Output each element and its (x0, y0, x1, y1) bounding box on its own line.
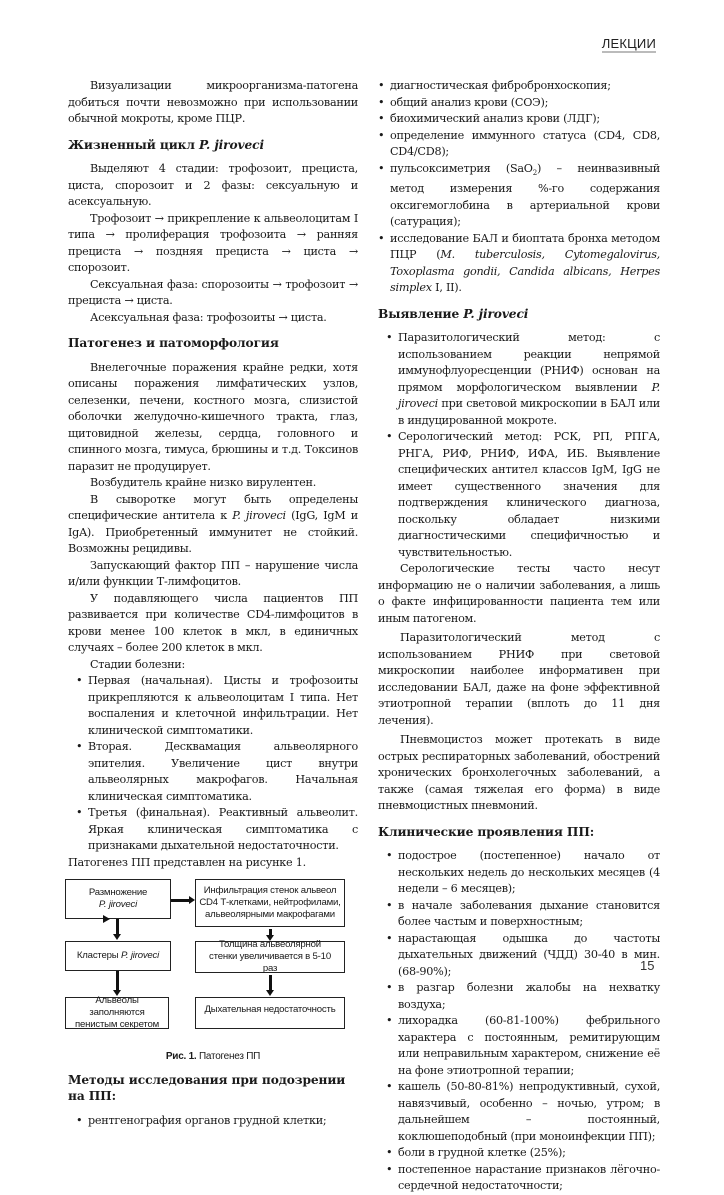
list-item: • Третья (финальная). Реактивный альвеолит. Яркая клиническая симптоматика с признаками дыхательной недостаточности. (76, 805, 358, 855)
list-item: • постепенное нарастание признаков лёгочно-сердечной недостаточности; (386, 1162, 660, 1195)
arrow-down (116, 919, 119, 935)
diagram-box-clusters: Кластеры P. jiroveci (65, 941, 171, 971)
pathogenesis-paragraph: Запускающий фактор ПП – нарушение числа и/или функции Т-лимфоцитов. (68, 558, 358, 588)
detection-paragraph: Паразитологический метод с использованием РНИФ при световой микроскопии наиболее информативен при исследовании БАЛ, даже на фоне эффективной этиотропной терапии (вплоть до 11 дня лечения). (378, 631, 660, 727)
lifecycle-paragraph: Асексуальная фаза: трофозоиты → циста. (90, 310, 327, 324)
list-item: • Вторая. Десквамация альвеолярного эпителия. Увеличение цист внутри альвеолярных макрофагов. Начальная клиническая симптоматика. (76, 739, 358, 805)
list-item: • исследование БАЛ и биоптата бронха методом ПЦР (M. tuberculosis, Cytomegalovirus, Toxoplasma gondii, Candida albicans, Herpes simplex I, II). (378, 231, 660, 297)
list-item: • боли в грудной клетке (25%); (386, 1145, 660, 1162)
lifecycle-paragraph: Выделяют 4 стадии: трофозоит, прециста, циста, спорозоит и 2 фазы: сексуальную и асексуальную. (68, 162, 358, 208)
pathogenesis-paragraph: Внелегочные поражения крайне редки, хотя описаны поражения лимфатических узлов, селезенки, печени, костного мозга, слизистой оболочки желудочно-кишечного тракта, глаз, щитовидной железы, сердца, головного и спинного мозга, тимуса, брюшины и т.д. Токсинов паразит не продуцирует. (68, 360, 358, 473)
arrow-down (116, 971, 119, 991)
pathogenesis-heading: Патогенез и патоморфология (68, 336, 279, 350)
list-item: • лихорадка (60-81-100%) фебрильного характера с постоянным, ремитирующим или неправильным характером, снижение её на фоне этиотропной терапии; (386, 1013, 660, 1079)
list-item: • в разгар болезни жалобы на нехватку воздуха; (386, 980, 660, 1013)
list-item: • Первая (начальная). Цисты и трофозоиты прикрепляются к альвеолоцитам I типа. Нет воспаления и клеточной инфильтрации. Нет клинической симптоматики. (76, 673, 358, 739)
detection-paragraph: Пневмоцистоз может протекать в виде острых респираторных заболеваний, обострений хронических бронхолегочных заболеваний, а также (самая тяжелая его форма) в виде пневмоцистных пневмоний. (378, 733, 660, 813)
lifecycle-paragraph: Трофозоит → прикрепление к альвеолоцитам I типа → пролиферация трофозоита → ранняя прециста → поздняя прециста → циста → спорозоит. (68, 211, 358, 274)
methods-heading: Методы исследования при подозрении на ПП: (68, 1072, 346, 1103)
list-item: • подострое (постепенное) начало от нескольких недель до нескольких месяцев (4 недели – 6 месяцев); (386, 848, 660, 898)
list-item: • диагностическая фибробронхоскопия; (378, 78, 660, 95)
figure-caption: Рис. 1. Патогенез ПП (165, 1051, 261, 1062)
diagram-box-wall-thickness: Толщина альвеолярной стенки увеличивается в 5-10 раз (195, 941, 345, 973)
list-item: • в начале заболевания дыхание становится более частым и поверхностным; (386, 898, 660, 931)
clinical-list (378, 848, 660, 1195)
diagram-box-reproduction: Размножение P. jiroveci (65, 879, 171, 919)
detection-heading: Выявление P. jiroveci (378, 306, 529, 321)
diagram-box-respiratory-failure: Дыхательная недостаточность (195, 997, 345, 1029)
clinical-heading: Клинические проявления ПП: (378, 824, 595, 839)
list-item: • Паразитологический метод: с использованием реакции непрямой иммунофлуоресценции (РНИФ) основан на прямом морфологическом выявлении P. jiroveci при световой микроскопии в БАЛ или в индуцированной мокроте. (386, 330, 660, 429)
methods-list-continued (378, 78, 660, 297)
detection-list (378, 330, 660, 561)
section-header: ЛЕКЦИИ (601, 36, 656, 51)
list-item: • определение иммунного статуса (CD4, CD8, CD4/CD8); (378, 128, 660, 161)
stages-list (68, 673, 358, 855)
list-item: • рентгенография органов грудной клетки; (76, 1113, 358, 1130)
pathogenesis-diagram (65, 879, 355, 1039)
pathogenesis-paragraph: Возбудитель крайне низко вирулентен. (90, 476, 317, 489)
arrow-right (171, 899, 189, 902)
stages-label: Стадии болезни: (90, 657, 186, 671)
pathogenesis-paragraph: В сыворотке могут быть определены специфические антитела к P. jiroveci (IgG, IgM и IgA). Приобретенный иммунитет не стойкий. Возможны рецидивы. (68, 492, 358, 555)
list-item: • общий анализ крови (СОЭ); (378, 95, 660, 112)
lifecycle-paragraph: Сексуальная фаза: спорозоиты → трофозоит → прециста → циста. (68, 277, 358, 307)
list-item: • нарастающая одышка до частоты дыхательных движений (ЧДД) 30-40 в мин. (68-90%); (386, 931, 660, 981)
list-item: • пульсоксиметрия (SaO$_2$) – неинвазивный метод измерения %-го содержания оксигемоглобина в артериальной крови (сатурация); (378, 161, 660, 231)
page-number: 15 (640, 958, 655, 973)
intro-paragraph: Визуализации микроорганизма-патогена добиться почти невозможно при использовании обычной мокроты, кроме ПЦР. (68, 79, 358, 125)
left-column (68, 78, 358, 1129)
diagram-box-infiltration: Инфильтрация стенок альвеол CD4 Т-клетками, нейтрофилами, альвеолярными макрофагами (195, 879, 345, 927)
figure-reference: Патогенез ПП представлен на рисунке 1. (68, 855, 306, 869)
pathogenesis-paragraph: У подавляющего числа пациентов ПП развивается при количестве CD4-лимфоцитов в крови менее 100 клеток в мкл, в единичных случаях – более 200 клеток в мкл. (68, 591, 358, 654)
list-item: • биохимический анализ крови (ЛДГ); (378, 111, 660, 128)
arrow-marker (103, 915, 110, 923)
methods-list (68, 1113, 358, 1130)
detection-paragraph: Серологические тесты часто несут информацию не о наличии заболевания, а лишь о факте инфицированности пациента тем или иным патогеном. (378, 562, 660, 625)
right-column (378, 78, 660, 1195)
list-item: • Серологический метод: РСК, РП, РПГА, РНГА, РИФ, РНИФ, ИФА, ИБ. Выявление специфических антител классов IgM, IgG не имеет существенного значения для подтверждения клинического диагноза, поскольку обладает низкими диагностическими специфичностью и чувствительностью. (386, 429, 660, 561)
list-item: • кашель (50-80-81%) непродуктивный, сухой, навязчивый, особенно – ночью, утром; в дальнейшем – постоянный, коклюшеподобный (при моноинфекции ПП); (386, 1079, 660, 1145)
diagram-box-alveoli: Альвеолы заполняются пенистым секретом (65, 997, 169, 1029)
arrow-down (269, 929, 272, 936)
arrow-down (269, 975, 272, 991)
lifecycle-heading: Жизненный цикл P. jiroveci (68, 137, 265, 152)
